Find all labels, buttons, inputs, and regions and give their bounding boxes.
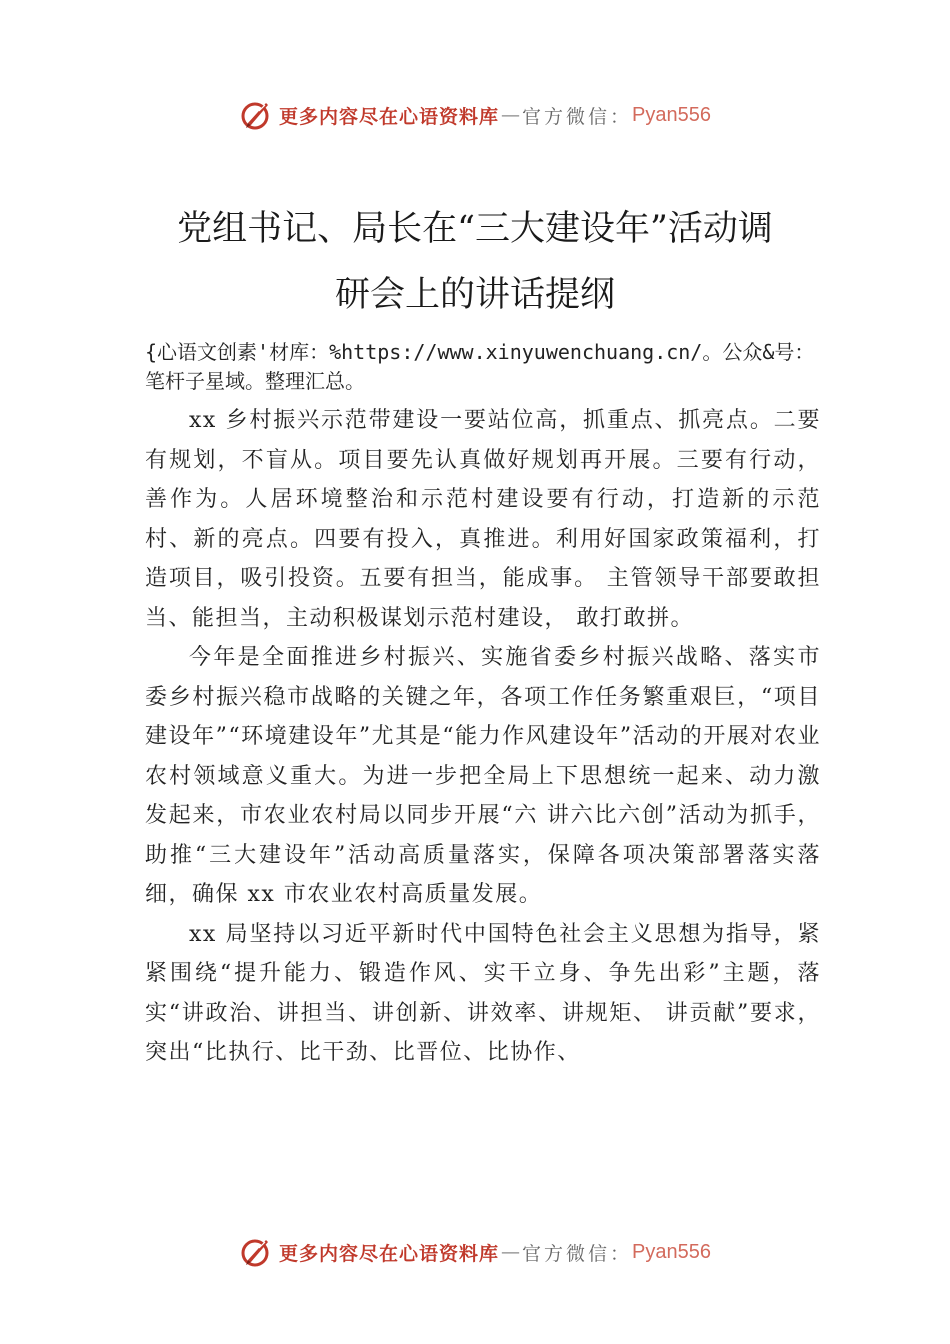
footer-banner xyxy=(0,1232,950,1272)
footer-banner-text: 更多内容尽在心语资料库 xyxy=(279,1242,500,1265)
body-paragraph-3: xx 局坚持以习近平新时代中国特色社会主义思想为指导，紧紧围绕“提升能力、锻造作风、实干立身、争先出彩”主题，落实“讲政治、讲担当、讲创新、讲效率、讲规矩、 讲贡献”要求，突出“比执行、比干劲、比晋位、比协作、 xyxy=(145,921,821,1065)
body-paragraph-1: xx 乡村振兴示范带建设一要站位高，抓重点、抓亮点。二要有规划，不盲从。项目要先认真做好规划再开展。三要有行动，善作为。人居环境整治和示范村建设要有行动，打造新的示范村、新的亮点。四要有投入，真推进。利用好国家政策福利，打造项目，吸引投资。五要有担当，能成事。 主管领导干部要敢担当、能担当，主动积极谋划示范村建设， 敢打敢拼。 xyxy=(145,408,821,631)
footer-banner-separator: — xyxy=(501,1241,521,1263)
title-line-1: 党组书记、局长在“三大建设年”活动调 xyxy=(177,209,773,249)
document-title xyxy=(130,196,820,328)
quill-pen-logo-icon xyxy=(239,1235,273,1269)
footer-wechat-label: 官方微信： xyxy=(522,1242,633,1265)
header-banner xyxy=(0,95,950,135)
body-paragraph-2: 今年是全面推进乡村振兴、实施省委乡村振兴战略、落实市委乡村振兴稳市战略的关键之年，各项工作任务繁重艰巨，“项目建设年”“环境建设年”尤其是“能力作风建设年”活动的开展对农业农村领域意义重大。为进一步把全局上下思想统一起来、动力激发起来，市农业农村局以同步开展“六 讲六比六创”活动为抓手，助推“三大建设年”活动高质量落实，保障各项决策部署落实落细，确保 xx 市农业农村高质量发展。 xyxy=(145,645,821,907)
quill-pen-logo-icon xyxy=(239,98,273,132)
document-body xyxy=(145,338,821,1073)
header-wechat-label: 官方微信： xyxy=(522,105,633,128)
header-banner-separator: — xyxy=(501,104,521,126)
footer-wechat-id: Pyan556 xyxy=(632,1240,711,1263)
header-banner-text: 更多内容尽在心语资料库 xyxy=(279,105,500,128)
header-wechat-id: Pyan556 xyxy=(632,103,711,126)
source-note: {心语文创素'材库：%https://www.xinyuwenchuang.cn/。公众&号：笔杆子星域。整理汇总。 xyxy=(145,340,815,393)
title-line-2: 研会上的讲话提纲 xyxy=(334,275,615,315)
